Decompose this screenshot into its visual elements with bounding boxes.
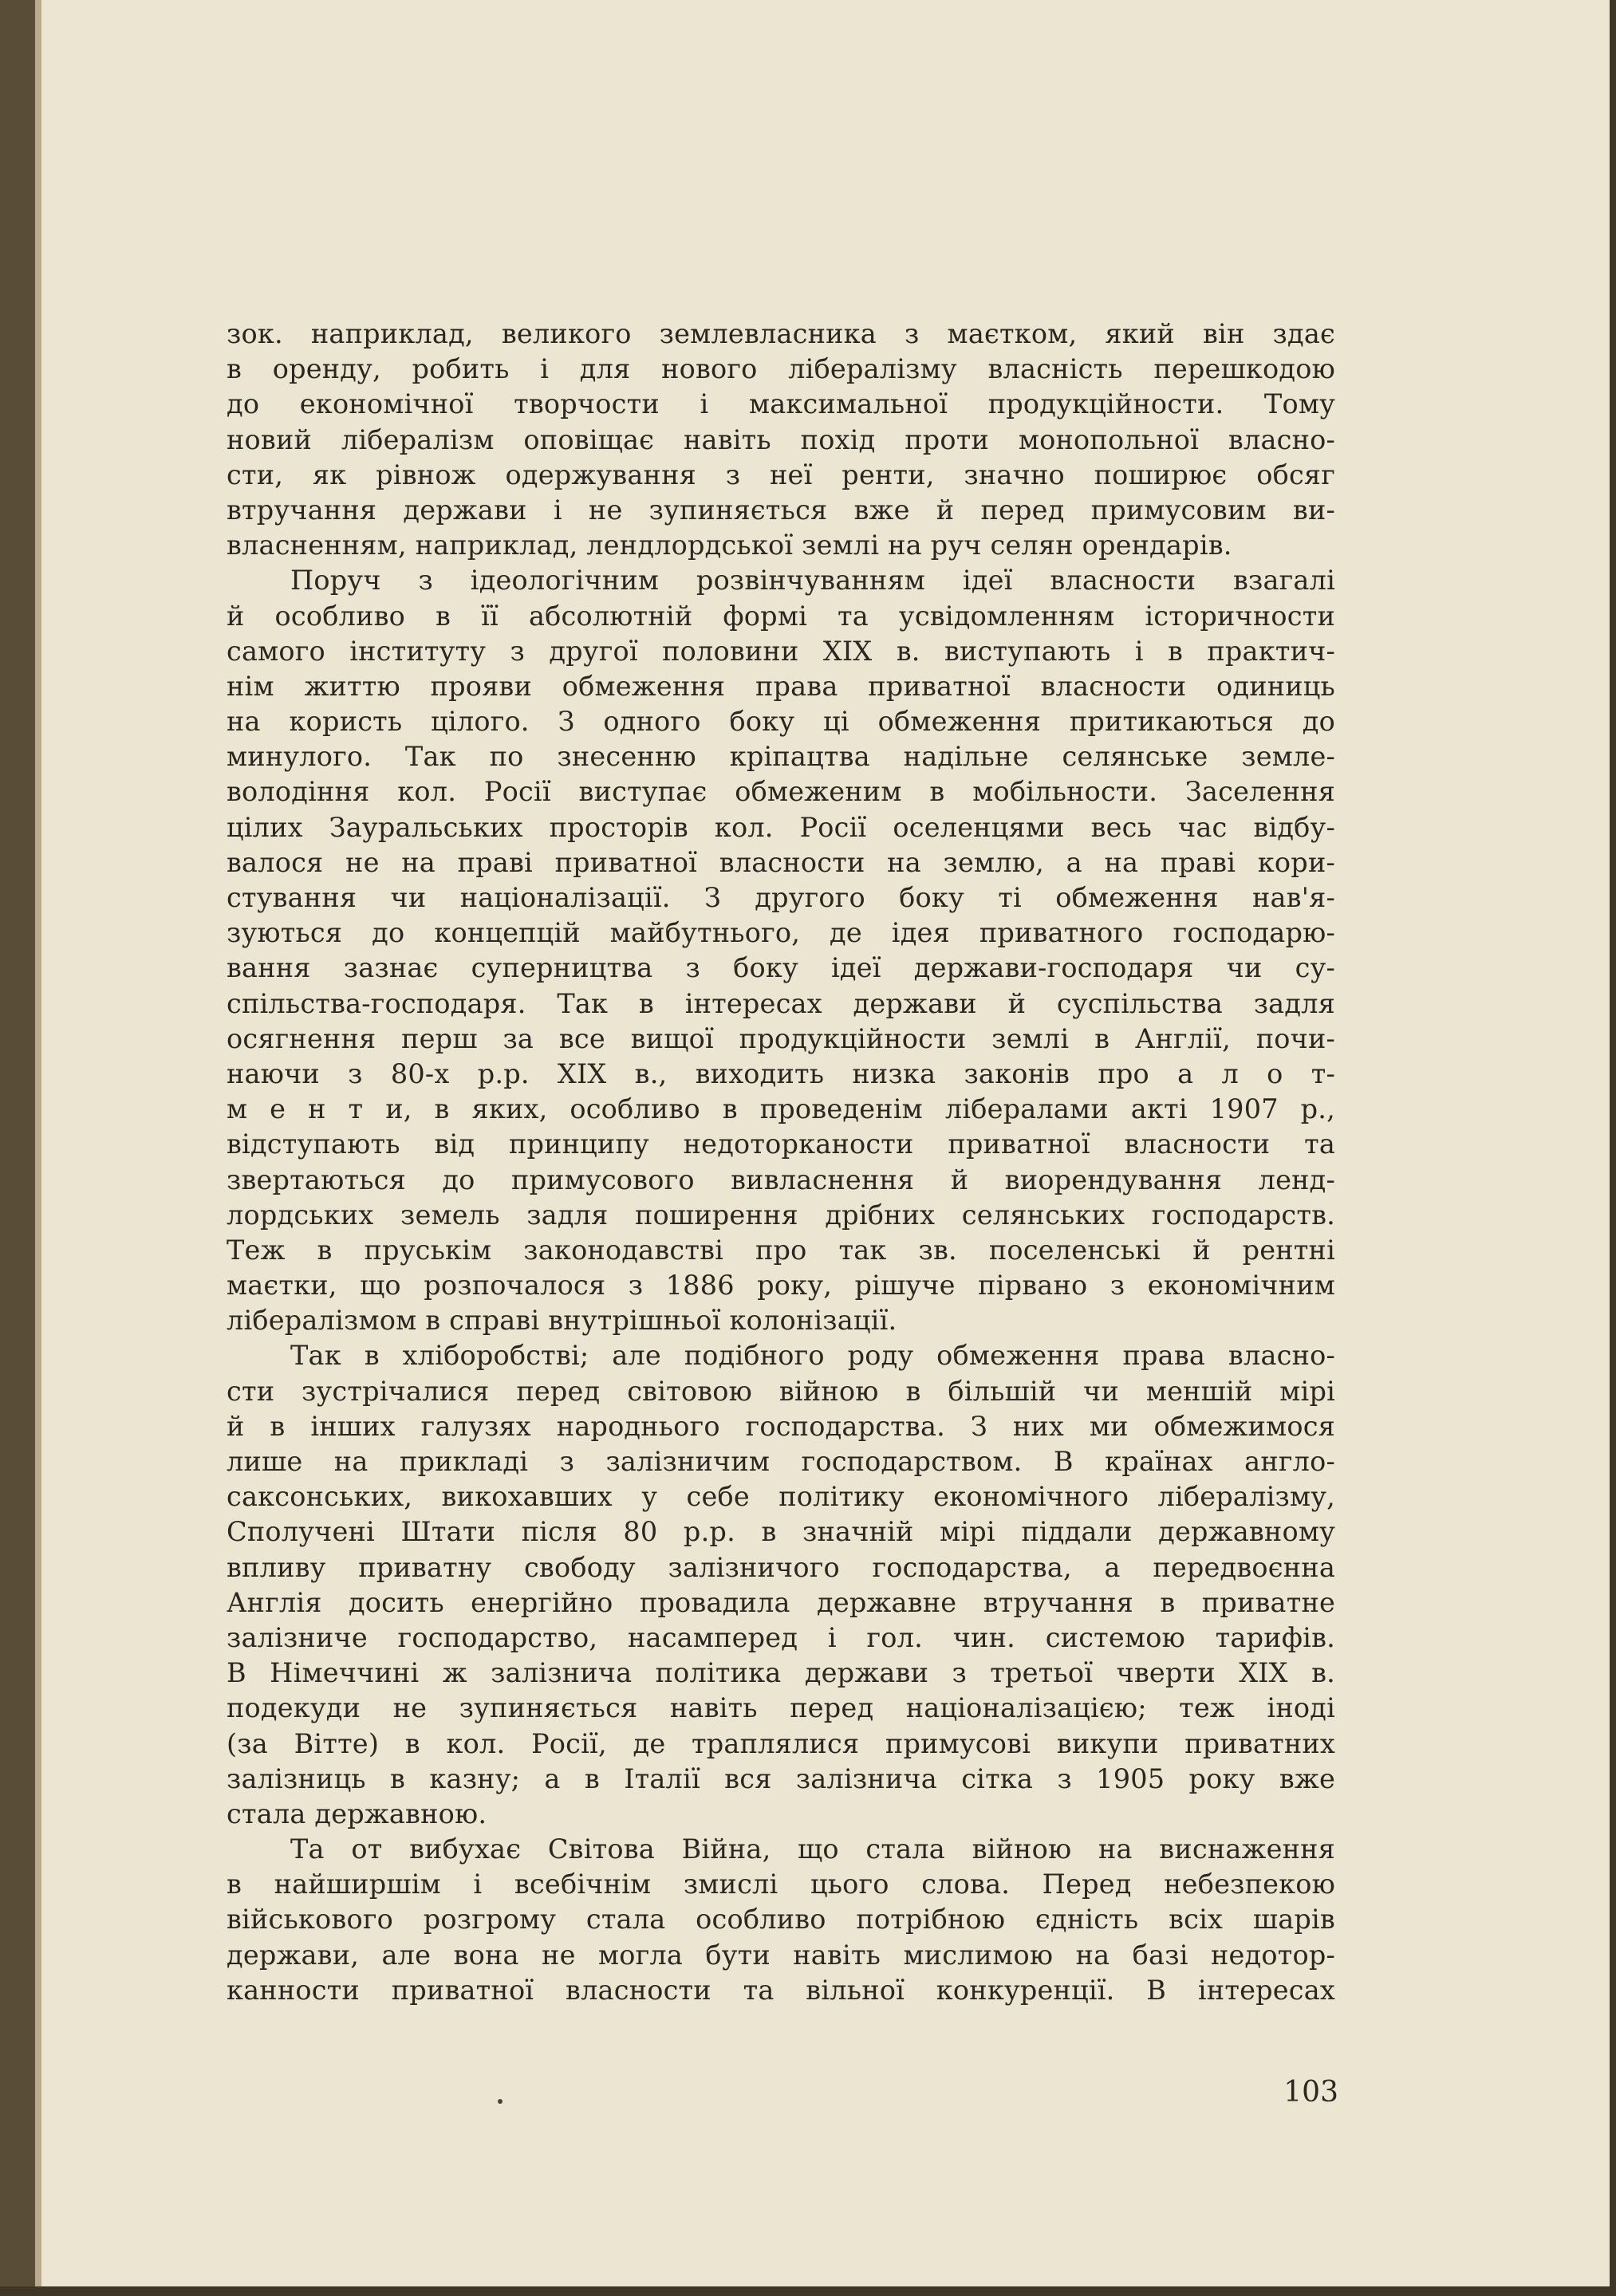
- text-line: нім життю прояви обмеження права приватної власности одиниць: [227, 670, 1335, 702]
- bottom-scan-edge: [0, 2286, 1616, 2296]
- text-line: й в інших галузях народнього господарства. З них ми обмежимося: [227, 1410, 1335, 1442]
- text-line: Поруч з ідеологічним розвінчуванням ідеї власности взагалі: [290, 565, 1335, 597]
- text-line: залізниць в казну; а в Італії вся залізнича сітка з 1905 року вже: [227, 1762, 1335, 1794]
- text-line: минулого. Так по знесенню кріпацтва надільне селянське земле-: [227, 741, 1335, 773]
- text-line: стування чи націоналізації. З другого боку ті обмеження нав'я-: [227, 882, 1335, 913]
- text-line: звертаються до примусового вивласнення й виорендування ленд-: [227, 1164, 1335, 1195]
- text-line: Англія досить енергійно провадила державне втручання в приватне: [227, 1586, 1335, 1618]
- binding-shadow: [35, 0, 41, 2296]
- body-text: [227, 317, 1335, 2008]
- text-line: в найширшім і всебічнім змислі цього слова. Перед небезпекою: [227, 1869, 1335, 1900]
- text-line: й особливо в її абсолютній формі та усвідомленням історичности: [227, 600, 1335, 632]
- text-line: саксонських, викохавших у себе політику економічного лібералізму,: [227, 1481, 1335, 1513]
- text-line: осягнення перш за все вищої продукційности землі в Англії, почи-: [227, 1022, 1335, 1054]
- text-line: валося не на праві приватної власности на землю, а на праві кори-: [227, 846, 1335, 878]
- text-line: наючи з 80-х р.р. XIX в., виходить низка законів про а л о т-: [227, 1057, 1335, 1089]
- ink-speck: [498, 2099, 503, 2104]
- text-line: цілих Зауральських просторів кол. Росії оселенцями весь час відбу-: [227, 811, 1335, 843]
- text-line: подекуди не зупиняється навіть перед націоналізацією; теж іноді: [227, 1692, 1335, 1724]
- text-line: власненням, наприклад, лендлордської землі на руч селян орендарів.: [227, 530, 1232, 561]
- text-line: лордських земель задля поширення дрібних селянських господарств.: [227, 1199, 1335, 1231]
- text-line: до економічної творчости і максимальної продукційности. Тому: [227, 388, 1335, 420]
- text-line: канности приватної власности та вільної конкуренції. В інтересах: [227, 1974, 1335, 2006]
- page-number: 103: [1283, 2076, 1338, 2109]
- text-line: володіння кол. Росії виступає обмеженим в мобільности. Заселення: [227, 776, 1335, 808]
- text-line: вання зазнає суперництва з боку ідеї держави-господаря чи су-: [227, 952, 1335, 984]
- text-line: впливу приватну свободу залізничого господарства, а передвоєнна: [227, 1551, 1335, 1583]
- text-line: лише на прикладі з залізничим господарством. В країнах англо-: [227, 1446, 1335, 1477]
- text-line: самого інституту з другої половини XIX в. виступають і в практич-: [227, 635, 1335, 667]
- binding-edge: [0, 0, 35, 2296]
- text-line: держави, але вона не могла бути навіть мислимою на базі недотор-: [227, 1939, 1335, 1971]
- text-line: маєтки, що розпочалося з 1886 року, рішуче пірвано з економічним: [227, 1270, 1335, 1302]
- text-line: Так в хліборобстві; але подібного роду обмеження права власно-: [290, 1340, 1335, 1372]
- right-scan-edge: [1610, 0, 1616, 2296]
- text-line: відступають від принципу недоторканости приватної власности та: [227, 1128, 1335, 1160]
- text-line: сти зустрічалися перед світовою війною в більшій чи меншій мірі: [227, 1375, 1335, 1407]
- text-line: В Німеччині ж залізнича політика держави з третьої чверти XIX в.: [227, 1657, 1335, 1689]
- text-line: Та от вибухає Світова Війна, що стала війною на виснаження: [290, 1833, 1335, 1865]
- text-line: м е н т и, в яких, особливо в проведенім лібералами акті 1907 р.,: [227, 1093, 1335, 1125]
- text-line: Теж в пруськім законодавстві про так зв. поселенські й рентні: [227, 1234, 1335, 1266]
- text-line: втручання держави і не зупиняється вже й перед примусовим ви-: [227, 494, 1335, 526]
- text-line: новий лібералізм оповіщає навіть похід проти монопольної власно-: [227, 423, 1335, 455]
- text-line: на користь цілого. З одного боку ці обмеження притикаються до: [227, 706, 1335, 738]
- text-line: зуються до концепцій майбутнього, де ідея приватного господарю-: [227, 917, 1335, 949]
- text-line: лібералізмом в справі внутрішньої колонізації.: [227, 1305, 897, 1337]
- text-line: в оренду, робить і для нового лібералізму власність перешкодою: [227, 353, 1335, 385]
- text-line: військового розгрому стала особливо потрібною єдність всіх шарів: [227, 1904, 1335, 1936]
- text-line: залізниче господарство, насамперед і гол. чин. системою тарифів.: [227, 1621, 1335, 1653]
- text-line: (за Вітте) в кол. Росії, де траплялися примусові викупи приватних: [227, 1727, 1335, 1759]
- text-line: спільства-господаря. Так в інтересах держави й суспільства задля: [227, 987, 1335, 1019]
- text-line: сти, як рівнож одержування з неї ренти, значно поширює обсяг: [227, 459, 1335, 490]
- text-line: стала державною.: [227, 1798, 487, 1829]
- text-line: Сполучені Штати після 80 р.р. в значній мірі піддали державному: [227, 1516, 1335, 1548]
- text-line: зок. наприклад, великого землевласника з маєтком, який він здає: [227, 318, 1335, 349]
